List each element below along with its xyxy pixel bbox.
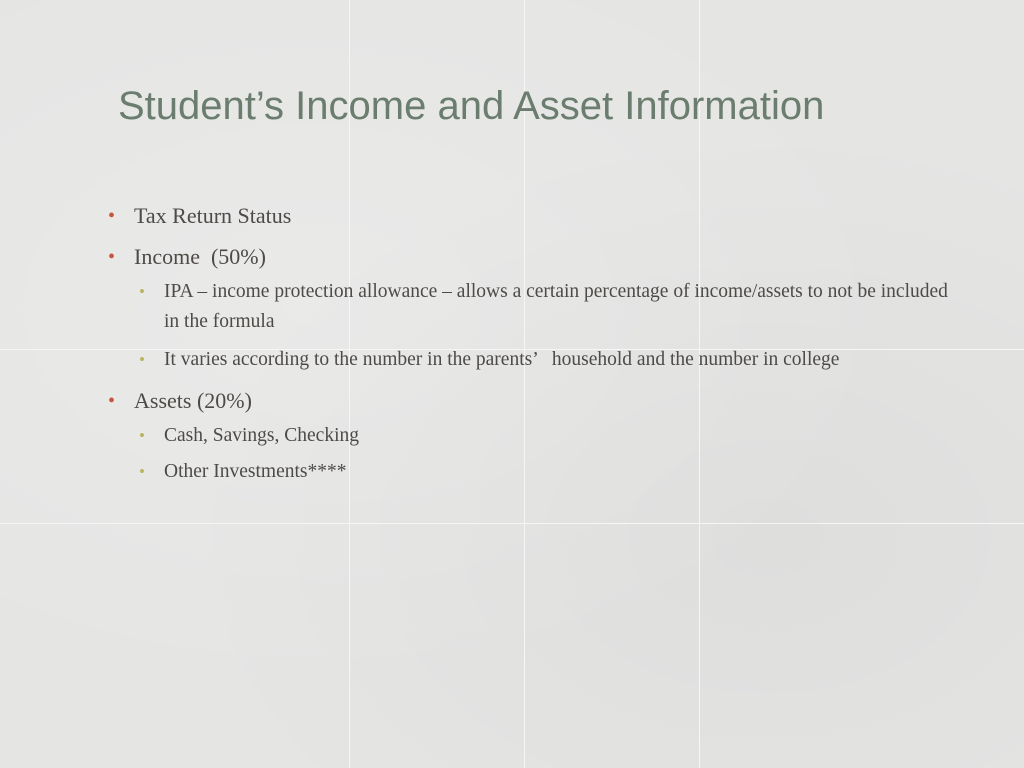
background-grid-line [0, 523, 1024, 524]
sub-bullet-icon: • [139, 426, 145, 445]
bullet-item-assets [108, 387, 968, 415]
bullet-item-income [108, 243, 968, 271]
sub-bullet-text: IPA – income protection allowance – allows a certain percentage of income/assets to not be included in the formula [164, 281, 948, 332]
sub-bullet-item-cash [139, 421, 964, 451]
bullet-icon: • [108, 390, 116, 412]
sub-bullet-text: Cash, Savings, Checking [164, 425, 359, 446]
bullet-text: Income (50%) [134, 244, 266, 269]
bullet-list [108, 202, 968, 495]
bullet-icon: • [108, 205, 116, 227]
sub-bullet-icon: • [139, 462, 145, 481]
bullet-text: Assets (20%) [134, 388, 252, 413]
slide-title: Student’s Income and Asset Information [118, 84, 825, 128]
sub-bullet-text: Other Investments**** [164, 461, 347, 482]
bullet-item-tax-return-status [108, 202, 968, 230]
sub-bullet-item-varies [139, 345, 964, 375]
sub-bullet-icon: • [139, 282, 145, 301]
sub-bullet-icon: • [139, 350, 145, 369]
sub-bullet-text: It varies according to the number in the parents’ household and the number in college [164, 349, 840, 370]
sub-bullet-item-other-investments [139, 457, 964, 487]
sub-bullet-item-ipa [139, 277, 964, 337]
bullet-icon: • [108, 246, 116, 268]
bullet-text: Tax Return Status [134, 203, 292, 228]
